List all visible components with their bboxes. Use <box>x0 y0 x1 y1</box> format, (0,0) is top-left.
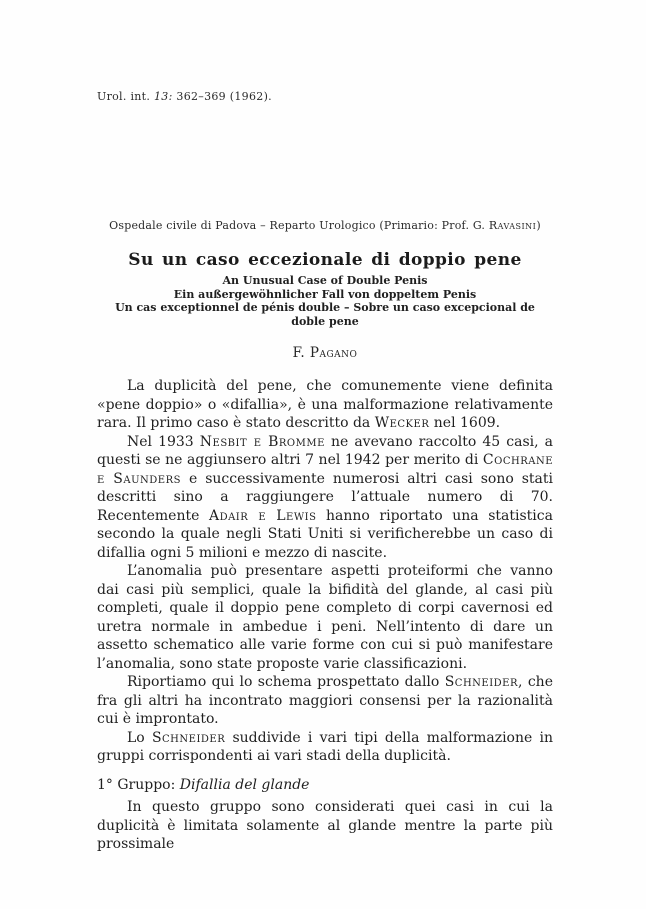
translated-titles <box>97 274 553 328</box>
paragraph-case-statistics: Nel 1933 Nesbit e Bromme ne avevano raccolto 45 casi, a questi se ne aggiunsero altri 7 nel 1942 per merito di Cochrane e Saunders e successivamente numerosi altri casi sono stati descritti sino a raggiungere l’attuale numero di 70. Recentemente Adair e Lewis hanno riportato una statistica secondo la quale negli Stati Uniti si verificherebbe un caso di difallia ogni 5 milioni e mezzo di nascite. <box>97 433 553 561</box>
paragraph-group-1-description: In questo gruppo sono considerati quei casi in cui la duplicità è limitata solamente al glande mentre la parte più prossimale <box>97 799 553 852</box>
paragraph-schneider-schema: Riportiamo qui lo schema prospettato dallo Schneider, che fra gli altri ha incontrato maggiori consensi per la razionalità cui è improntato. <box>97 674 553 727</box>
paragraph-introduction: La duplicità del pene, che comunemente viene definita «pene doppio» o «difallia», è una malformazione relativamente rara. Il primo caso è stato descritto da Wecker nel 1609. <box>97 378 553 431</box>
subtitle-english: An Unusual Case of Double Penis <box>222 274 428 287</box>
text-block <box>97 90 553 854</box>
paragraph-anomaly-forms: L’anomalia può presentare aspetti proteiformi che vanno dai casi più semplici, quale la bifidità del glande, al casi più completi, quale il doppio pene completo di corpi cavernosi ed uretra normale in ambedue i peni. Nell’intento di dare un assetto schematico alle varie forme con cui si può manifestare l’anomalia, sono state proposte varie classificazioni. <box>97 563 553 672</box>
author-name: F. Pagano <box>292 345 358 361</box>
institution-line: Ospedale civile di Padova – Reparto Urologico (Primario: Prof. G. Ravasini) <box>109 219 541 232</box>
section-heading-group-1: 1° Gruppo: Difallia del glande <box>97 776 310 793</box>
journal-reference: Urol. int. 13: 362–369 (1962). <box>97 90 272 103</box>
subtitle-french-spanish: Un cas exceptionnel de pénis double – Sobre un caso excepcional de doble pene <box>115 301 535 328</box>
article-title: Su un caso eccezionale di doppio pene <box>128 250 522 270</box>
subtitle-german: Ein außergewöhnlicher Fall von doppeltem Penis <box>173 287 477 301</box>
article-body <box>97 377 553 854</box>
paragraph-schneider-groups: Lo Schneider suddivide i vari tipi della malformazione in gruppi corrispondenti ai vari stadi della duplicità. <box>97 729 553 764</box>
